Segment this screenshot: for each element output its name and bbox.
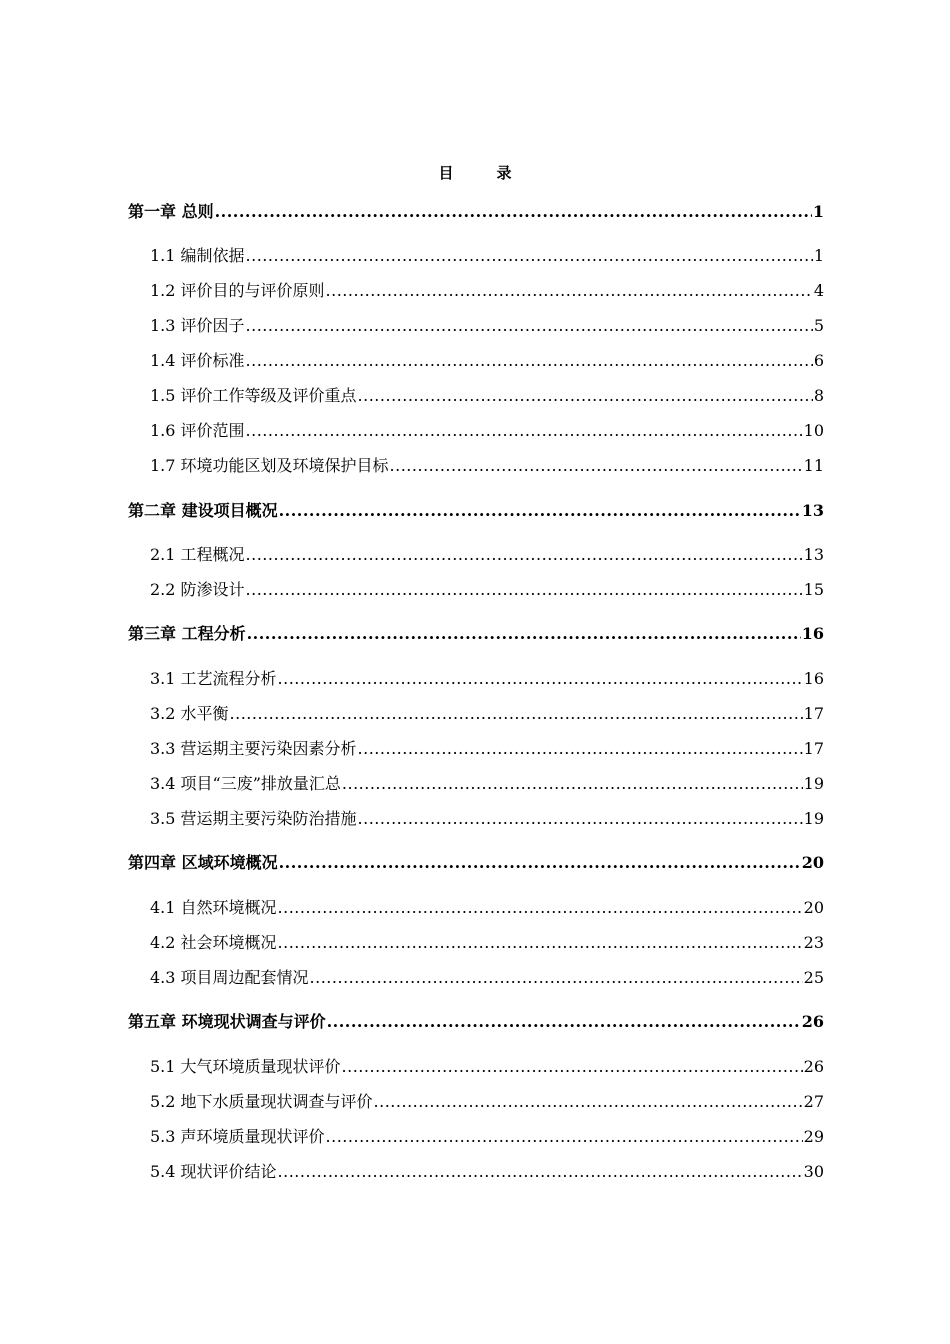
toc-dot-leader <box>278 933 803 953</box>
toc-dot-leader <box>358 809 803 829</box>
toc-page-number: 25 <box>803 968 824 987</box>
toc-chapter-entry[interactable] <box>128 620 824 644</box>
toc-dot-leader <box>374 1092 803 1112</box>
toc-entry-label: 2.2 防渗设计 <box>150 580 245 599</box>
toc-section-entry[interactable] <box>150 805 824 829</box>
toc-page-number: 8 <box>813 386 824 405</box>
toc-page-number: 20 <box>803 898 824 917</box>
toc-dot-leader <box>246 421 803 441</box>
toc-dot-leader <box>358 386 813 406</box>
toc-entry-label: 第五章 环境现状调查与评价 <box>128 1012 326 1031</box>
toc-page-number: 16 <box>801 624 824 643</box>
toc-chapter-entry[interactable] <box>128 1008 824 1032</box>
toc-entry-label: 4.3 项目周边配套情况 <box>150 968 309 987</box>
toc-page-number: 13 <box>801 501 824 520</box>
toc-entry-label: 1.1 编制依据 <box>150 246 245 265</box>
toc-dot-leader <box>246 246 813 266</box>
toc-title: 目 录 <box>438 164 526 182</box>
toc-page-number: 15 <box>803 580 824 599</box>
toc-dot-leader <box>246 545 803 565</box>
toc-section-entry[interactable] <box>150 894 824 918</box>
toc-dot-leader <box>326 281 813 301</box>
toc-page-number: 30 <box>803 1162 824 1181</box>
toc-entry-label: 5.1 大气环境质量现状评价 <box>150 1057 341 1076</box>
toc-page-number: 23 <box>803 933 824 952</box>
toc-entry-label: 3.4 项目“三废”排放量汇总 <box>150 774 341 793</box>
toc-entry-label: 1.4 评价标准 <box>150 351 245 370</box>
toc-chapter-entry[interactable] <box>128 198 824 222</box>
toc-entry-label: 4.1 自然环境概况 <box>150 898 277 917</box>
toc-section-entry[interactable] <box>150 1158 824 1182</box>
toc-dot-leader <box>326 1127 803 1147</box>
toc-dot-leader <box>358 739 803 759</box>
toc-page-number: 17 <box>803 704 824 723</box>
toc-entry-label: 5.3 声环境质量现状评价 <box>150 1127 325 1146</box>
toc-dot-leader <box>327 1012 801 1032</box>
toc-dot-leader <box>278 1162 803 1182</box>
toc-page-number: 5 <box>813 316 824 335</box>
toc-page-number: 1 <box>813 246 824 265</box>
toc-page-number: 26 <box>803 1057 824 1076</box>
toc-dot-leader <box>247 624 801 644</box>
toc-section-entry[interactable] <box>150 929 824 953</box>
toc-entry-label: 第二章 建设项目概况 <box>128 501 278 520</box>
toc-section-entry[interactable] <box>150 770 824 794</box>
toc-entry-label: 4.2 社会环境概况 <box>150 933 277 952</box>
toc-section-entry[interactable] <box>150 541 824 565</box>
toc-page-number: 19 <box>803 774 824 793</box>
toc-entry-label: 3.5 营运期主要污染防治措施 <box>150 809 357 828</box>
toc-entry-label: 第一章 总则 <box>128 202 214 221</box>
toc-entry-label: 1.7 环境功能区划及环境保护目标 <box>150 456 389 475</box>
toc-section-entry[interactable] <box>150 1053 824 1077</box>
toc-page-number: 26 <box>801 1012 824 1031</box>
toc-dot-leader <box>246 580 803 600</box>
toc-entry-label: 1.2 评价目的与评价原则 <box>150 281 325 300</box>
toc-entry-label: 第三章 工程分析 <box>128 624 246 643</box>
toc-entry-label: 2.1 工程概况 <box>150 545 245 564</box>
toc-section-entry[interactable] <box>150 452 824 476</box>
toc-entry-label: 5.4 现状评价结论 <box>150 1162 277 1181</box>
toc-dot-leader <box>230 704 803 724</box>
toc-entry-label: 5.2 地下水质量现状调查与评价 <box>150 1092 373 1111</box>
toc-page-number: 13 <box>803 545 824 564</box>
toc-entry-label: 1.5 评价工作等级及评价重点 <box>150 386 357 405</box>
toc-section-entry[interactable] <box>150 277 824 301</box>
toc-dot-leader <box>390 456 803 476</box>
toc-page-number: 1 <box>812 202 824 221</box>
toc-dot-leader <box>246 351 813 371</box>
toc-page-number: 4 <box>813 281 824 300</box>
toc-page-number: 10 <box>803 421 824 440</box>
toc-page-number: 16 <box>803 669 824 688</box>
toc-section-entry[interactable] <box>150 700 824 724</box>
toc-dot-leader <box>342 1057 803 1077</box>
toc-dot-leader <box>278 669 803 689</box>
toc-section-entry[interactable] <box>150 1088 824 1112</box>
toc-section-entry[interactable] <box>150 576 824 600</box>
toc-page-number: 20 <box>801 853 824 872</box>
toc-entry-label: 1.3 评价因子 <box>150 316 245 335</box>
toc-dot-leader <box>246 316 813 336</box>
toc-page-number: 29 <box>803 1127 824 1146</box>
toc-dot-leader <box>310 968 803 988</box>
toc-page-number: 27 <box>803 1092 824 1111</box>
toc-entry-label: 3.3 营运期主要污染因素分析 <box>150 739 357 758</box>
toc-section-entry[interactable] <box>150 665 824 689</box>
toc-section-entry[interactable] <box>150 1123 824 1147</box>
toc-chapter-entry[interactable] <box>128 497 824 521</box>
toc-section-entry[interactable] <box>150 735 824 759</box>
toc-section-entry[interactable] <box>150 242 824 266</box>
toc-page-number: 19 <box>803 809 824 828</box>
toc-section-entry[interactable] <box>150 382 824 406</box>
toc-dot-leader <box>342 774 803 794</box>
toc-page-number: 11 <box>803 456 824 475</box>
toc-section-entry[interactable] <box>150 417 824 441</box>
toc-dot-leader <box>279 501 801 521</box>
toc-entry-label: 3.2 水平衡 <box>150 704 229 723</box>
toc-page-number: 17 <box>803 739 824 758</box>
toc-section-entry[interactable] <box>150 312 824 336</box>
toc-section-entry[interactable] <box>150 964 824 988</box>
toc-page-number: 6 <box>813 351 824 370</box>
toc-dot-leader <box>215 202 812 222</box>
toc-entry-label: 3.1 工艺流程分析 <box>150 669 277 688</box>
toc-dot-leader <box>279 853 801 873</box>
toc-chapter-entry[interactable] <box>128 849 824 873</box>
toc-dot-leader <box>278 898 803 918</box>
toc-entry-label: 第四章 区域环境概况 <box>128 853 278 872</box>
toc-section-entry[interactable] <box>150 347 824 371</box>
toc-entry-label: 1.6 评价范围 <box>150 421 245 440</box>
